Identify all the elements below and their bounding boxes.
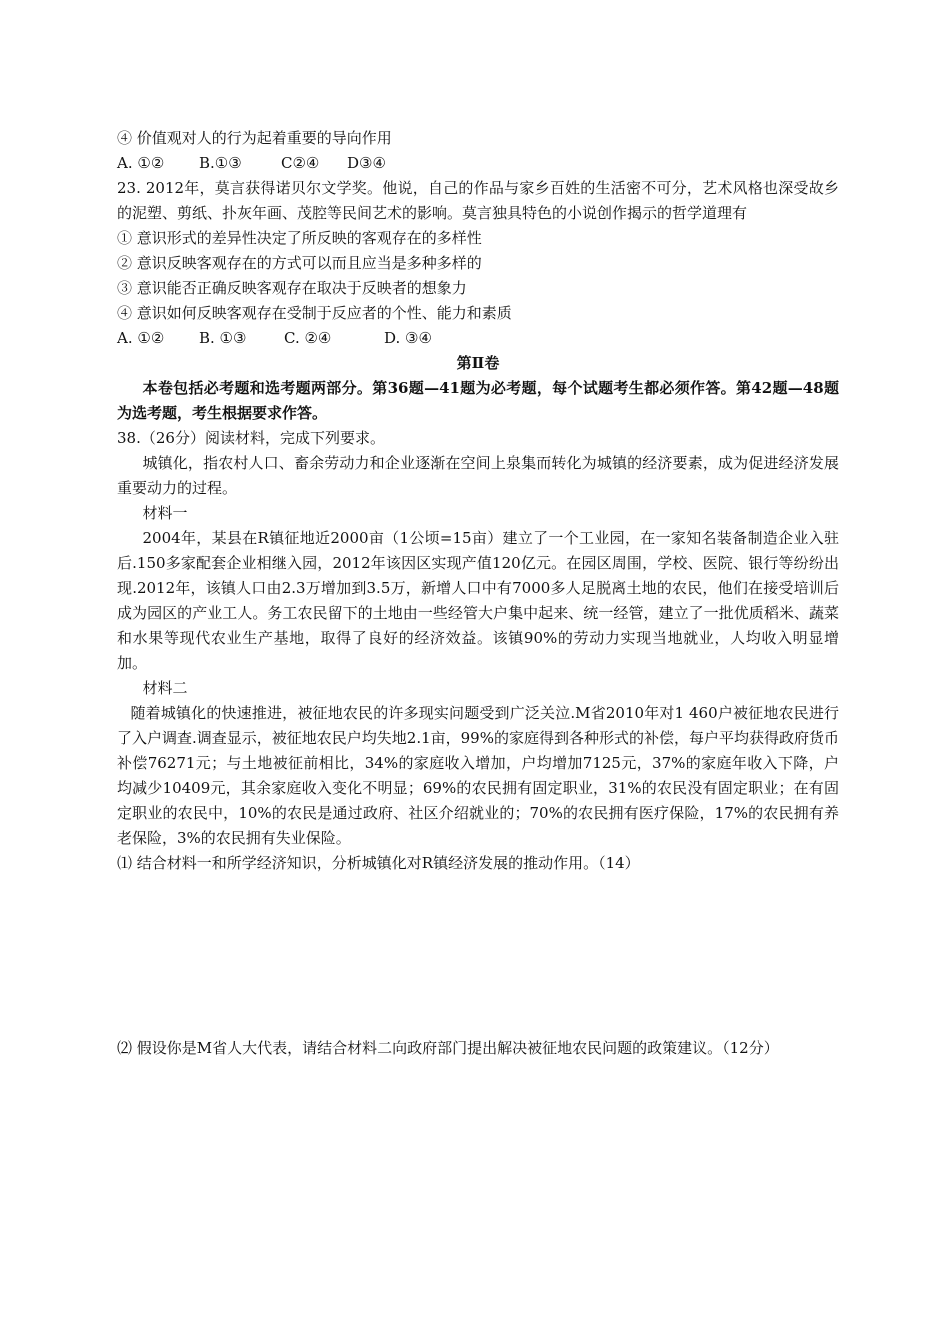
material1-title: 材料一 [142,504,188,522]
q38-sub2: ⑵ 假设你是M省人大代表，请结合材料二向政府部门提出解决被征地农民问题的政策建议。（12分） [117,1039,779,1057]
answer-space-1 [117,876,839,1036]
material2-title: 材料二 [142,679,188,697]
q23-option-a: A. ①② [117,329,165,347]
part2-title: 第Ⅱ卷 [456,354,500,372]
q23-item-4: ④ 意识如何反映客观存在受制于反应者的个性、能力和素质 [117,304,512,322]
material2-text: 随着城镇化的快速推进，被征地农民的许多现实问题受到广泛关泣.M省2010年对1 460户被征地农民进行了入户调查.调查显示，被征地农民户均失地2.1亩，99%的家庭得到各种形式的补偿，每户平均获得政府货币补偿76271元；与土地被征前相比，34%的家庭收入增加，户均增加7125元，37%的家庭年收入下降，户均减少10409元，其余家庭收入变化不明显；69%的农民拥有固定职业，31%的农民没有固定职业；在有固定职业的农民中，10%的农民是通过政府、社区介绍就业的；70%的农民拥有医疗保险，17%的农民拥有养老保险，3%的农民拥有失业保险。 [117,704,839,847]
q22-options [117,151,839,176]
q23-item-3: ③ 意识能否正确反映客观存在取决于反映者的想象力 [117,279,467,297]
q38-sub1: ⑴ 结合材料一和所学经济知识，分析城镇化对R镇经济发展的推动作用。（14） [117,854,640,872]
q23-option-b: B. ①③ [199,329,247,347]
q23-option-c: C. ②④ [284,329,332,347]
q22-option-c: C②④ [281,154,320,172]
q22-option-a: A. ①② [117,154,165,172]
q22-option-b: B.①③ [199,154,242,172]
q38-intro: 城镇化，指农村人口、畜余劳动力和企业逐渐在空间上泉集而转化为城镇的经济要素，成为促进经济发展重要动力的过程。 [117,454,839,497]
part2-instructions: 本卷包括必考题和选考题两部分。第36题—41题为必考题，每个试题考生都必须作答。第42题—48题为选考题，考生根据要求作答。 [117,379,839,422]
q23-options [117,326,839,351]
material1-text: 2004年，某县在R镇征地近2000亩（1公顷=15亩）建立了一个工业园，在一家知名装备制造企业入驻后.150多家配套企业相继入园，2012年该因区实现产值120亿元。在园区周围，学校、医院、银行等纷纷出现.2012年，该镇人口由2.3万增加到3.5万，新增人口中有7000多人足脱离土地的农民，他们在接受培训后成为园区的产业工人。务工农民留下的土地由一些经管大户集中起来、统一经管，建立了一批优质稻米、蔬菜和水果等现代农业生产基地，取得了良好的经济效益。该镇90%的劳动力实现当地就业，人均收入明显增加。 [117,529,839,672]
q23-item-2: ② 意识反映客观存在的方式可以而且应当是多种多样的 [117,254,482,272]
q22-item-4: ④ 价值观对人的行为起着重要的导向作用 [117,129,392,147]
exam-page [117,126,839,1061]
q23-stem: 23. 2012年，莫言获得诺贝尔文学奖。他说，自己的作品与家乡百姓的生活密不可分，艺术风格也深受故乡的泥塑、剪纸、扑灰年画、茂腔等民间艺术的影响。莫言独具特色的小说创作揭示的哲学道理有 [117,179,839,222]
q23-option-d: D. ③④ [384,329,432,347]
q23-item-1: ① 意识形式的差异性决定了所反映的客观存在的多样性 [117,229,482,247]
q38-header: 38.（26分）阅读材料，完成下列要求。 [117,429,385,447]
q22-option-d: D③④ [347,154,386,172]
